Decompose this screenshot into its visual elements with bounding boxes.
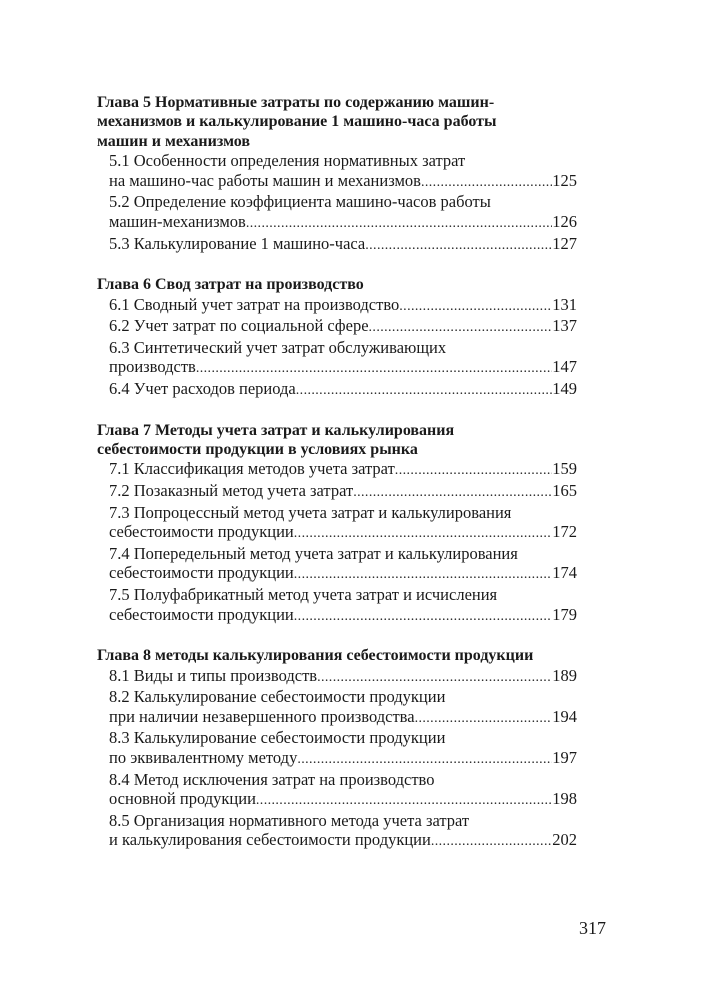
chapter-5 (97, 93, 577, 255)
page-ref: 165 (552, 480, 577, 500)
page-ref: 197 (552, 747, 577, 767)
toc-entry[interactable] (97, 481, 577, 503)
entry-text: 8.5 Организация нормативного метода учета затрат (109, 810, 470, 830)
page-ref: 137 (552, 316, 577, 336)
page-ref: 179 (552, 604, 577, 624)
dot-leader (369, 318, 553, 338)
toc-entry[interactable] (97, 585, 577, 626)
entry-text: 5.3 Калькулирование 1 машино-часа (109, 233, 366, 253)
dot-leader (431, 832, 552, 852)
entry-text: машин-механизмов (109, 212, 246, 231)
entry-text: 5.1 Особенности определения нормативных затрат (109, 151, 466, 171)
entry-text: 6.1 Сводный учет затрат на производство (109, 294, 400, 314)
page-ref: 189 (552, 665, 577, 685)
toc-entry[interactable] (97, 544, 577, 585)
chapter-title: Глава 8 методы калькулирования себестоимости продукции (97, 647, 534, 665)
entry-text: 5.2 Определение коэффициента машино-часов работы (109, 192, 491, 212)
dot-leader (296, 381, 552, 401)
entry-text: 7.2 Позаказный метод учета затрат (109, 480, 354, 500)
page-ref: 174 (552, 563, 577, 583)
entry-text: и калькулирования себестоимости продукции (109, 830, 431, 850)
entry-text: производств (109, 357, 196, 377)
chapter-6 (97, 275, 577, 400)
dot-leader (365, 236, 552, 256)
table-of-contents (97, 93, 577, 872)
toc-entry[interactable] (97, 234, 577, 256)
page-ref: 172 (552, 522, 577, 542)
toc-entry[interactable] (97, 192, 577, 233)
page-ref: 126 (552, 212, 577, 231)
dot-leader (294, 607, 552, 627)
entry-text: основной продукции (109, 789, 256, 809)
entry-text: себестоимости продукции (109, 563, 294, 583)
chapter-7 (97, 421, 577, 627)
entry-text: 8.2 Калькулирование себестоимости продукции (109, 687, 446, 707)
entry-text: на машино-час работы машин и механизмов (109, 170, 421, 190)
page-ref: 125 (552, 170, 577, 190)
entry-text: по эквивалентному методу (109, 747, 298, 767)
toc-entry[interactable] (97, 379, 577, 401)
dot-leader (421, 173, 552, 193)
entry-text: 7.5 Полуфабрикатный метод учета затрат и исчисления (109, 584, 498, 604)
entry-text: 6.4 Учет расходов периода (109, 378, 296, 398)
toc-entry[interactable] (97, 503, 577, 544)
dot-leader (415, 709, 553, 729)
toc-entry[interactable] (97, 338, 577, 379)
chapter-title: Глава 5 Нормативные затраты по содержанию машин- механизмов и калькулирование 1 машино-часа работы машин и механизмов (97, 94, 497, 150)
page-ref: 202 (552, 830, 577, 850)
entry-text: 7.1 Классификация методов учета затрат (109, 459, 395, 479)
entry-text: 8.1 Виды и типы производств (109, 665, 318, 685)
toc-entry[interactable] (97, 666, 577, 688)
toc-entry[interactable] (97, 770, 577, 811)
chapter-title: Глава 7 Методы учета затрат и калькулирования себестоимости продукции в условиях рынка (97, 421, 455, 458)
dot-leader (297, 750, 552, 770)
dot-leader (256, 791, 552, 811)
entry-text: 6.2 Учет затрат по социальной сфере (109, 316, 369, 336)
page-ref: 127 (552, 233, 577, 253)
page-ref: 194 (552, 706, 577, 726)
dot-leader (294, 524, 552, 544)
toc-entry[interactable] (97, 728, 577, 769)
dot-leader (317, 668, 552, 688)
page-ref: 198 (552, 789, 577, 809)
dot-leader (399, 297, 552, 317)
entry-text: себестоимости продукции (109, 522, 294, 542)
dot-leader (196, 359, 552, 379)
entry-text: 6.3 Синтетический учет затрат обслуживающих (109, 337, 447, 357)
page-ref: 131 (552, 294, 577, 314)
dot-leader (246, 214, 552, 234)
page-ref: 149 (552, 378, 577, 398)
toc-entry[interactable] (97, 316, 577, 338)
entry-text: себестоимости продукции (109, 604, 294, 624)
toc-entry[interactable] (97, 687, 577, 728)
dot-leader (353, 483, 552, 503)
toc-entry[interactable] (97, 459, 577, 481)
dot-leader (294, 565, 552, 585)
page-ref: 147 (552, 357, 577, 377)
toc-entry[interactable] (97, 295, 577, 317)
entry-text: 8.3 Калькулирование себестоимости продукции (109, 728, 446, 748)
page-number: 317 (579, 918, 606, 938)
chapter-title: Глава 6 Свод затрат на производство (97, 276, 364, 294)
entry-text: при наличии незавершенного производства (109, 706, 415, 726)
page-ref: 159 (552, 459, 577, 479)
entry-text: 7.4 Попередельный метод учета затрат и калькулирования (109, 543, 518, 563)
toc-entry[interactable] (97, 151, 577, 192)
chapter-8 (97, 646, 577, 852)
dot-leader (395, 461, 552, 481)
entry-text: 8.4 Метод исключения затрат на производство (109, 769, 435, 789)
entry-text: 7.3 Попроцессный метод учета затрат и калькулирования (109, 502, 512, 522)
toc-entry[interactable] (97, 811, 577, 852)
